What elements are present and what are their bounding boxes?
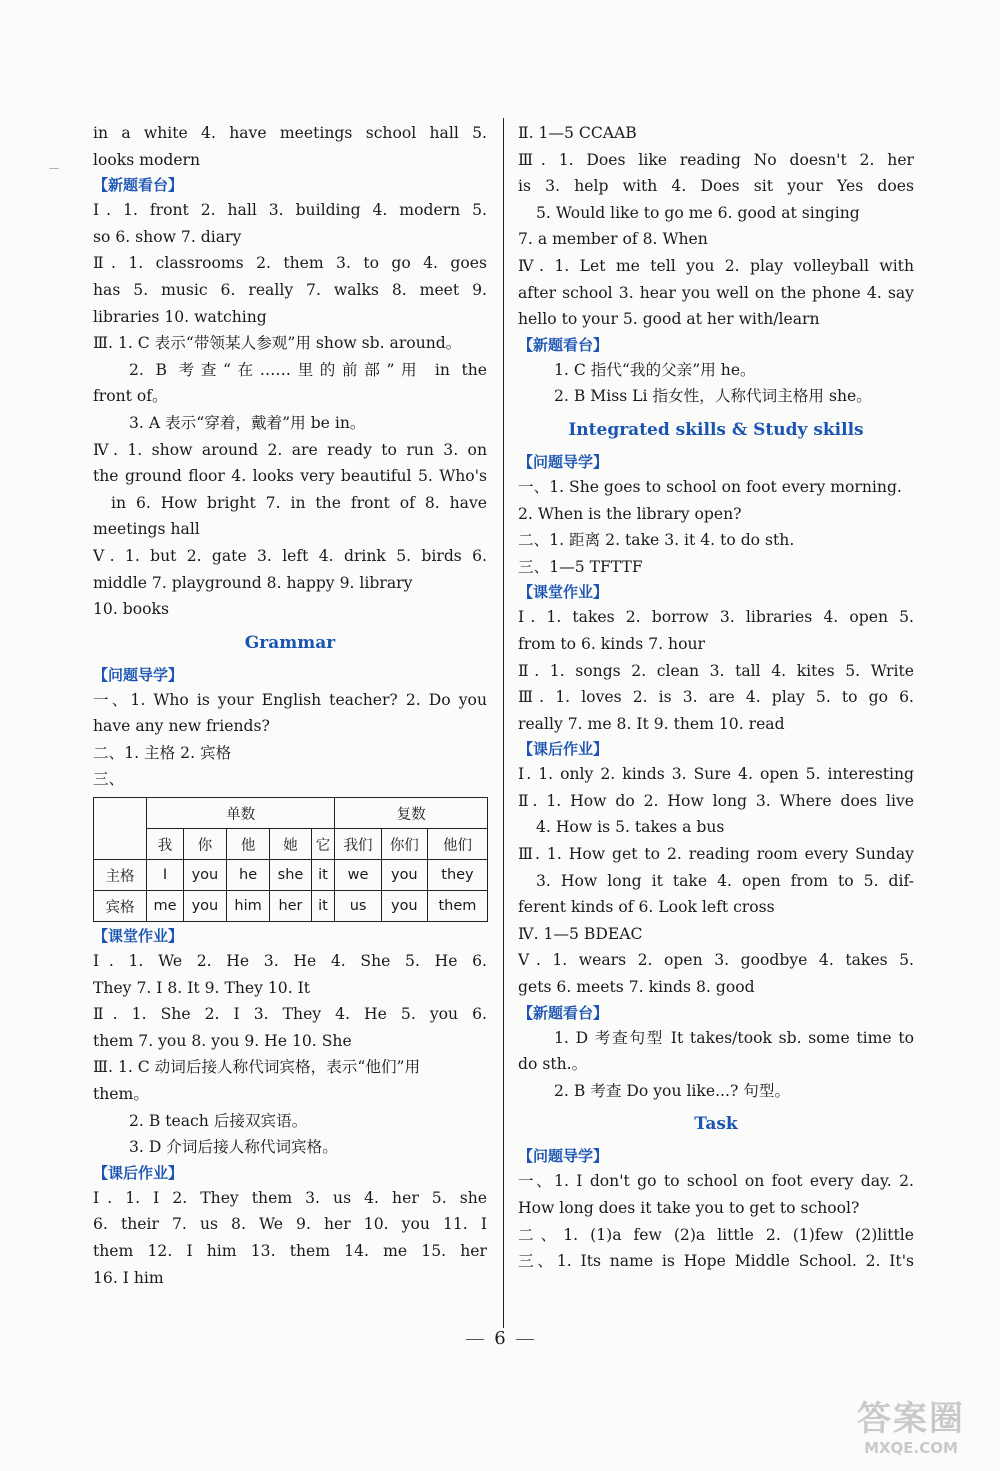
answer-line: 三、1—5 TFTTF — [518, 557, 643, 576]
answer-line: them。 — [93, 1085, 149, 1104]
answer-line: 6. their 7. us 8. We 9. her 10. you 11. I — [93, 1215, 487, 1234]
answer-line: Ⅱ. 1. songs 2. clean 3. tall 4. kites 5. Write — [518, 661, 914, 680]
answer-line: do sth.。 — [518, 1055, 588, 1074]
answer-line: 一、1. Who is your English teacher? 2. Do you — [93, 690, 487, 709]
answer-line: hello to your 5. good at her with/learn — [518, 310, 820, 329]
heading-integrated-skills: Integrated skills & Study skills — [568, 419, 864, 440]
answer-line: in 6. How bright 7. in the front of 8. have — [111, 493, 487, 512]
heading-grammar: Grammar — [244, 632, 336, 653]
table-row — [94, 891, 488, 922]
group-singular: 单数 — [147, 798, 335, 829]
table-cell: you — [381, 860, 427, 891]
table-row — [94, 860, 488, 891]
answer-line: Ⅰ. 1. takes 2. borrow 3. libraries 4. open 5. — [518, 608, 914, 627]
answer-line: 4. How is 5. takes a bus — [536, 818, 725, 837]
watermark-url: MXQE.COM — [864, 1439, 958, 1457]
answer-line: gets 6. meets 7. kinds 8. good — [518, 978, 755, 997]
answer-line: in a white 4. have meetings school hall 5. — [93, 124, 487, 142]
answer-line: middle 7. playground 8. happy 9. library — [93, 573, 413, 592]
header-cell: 我们 — [335, 829, 381, 860]
table-cell: me — [147, 891, 184, 922]
answer-line: Ⅰ. 1. front 2. hall 3. building 4. modern 5. — [93, 201, 487, 220]
section-tag-ketang: 【课堂作业】 — [518, 583, 609, 602]
header-cell: 她 — [270, 829, 311, 860]
answer-line: 3. D 介词后接人称代词宾格。 — [129, 1138, 338, 1157]
header-cell: 他们 — [427, 829, 487, 860]
page-number — [0, 1328, 1000, 1349]
header-cell: 他 — [226, 829, 270, 860]
section-tag-ketang: 【课堂作业】 — [93, 927, 184, 946]
answer-line: 一、1. I don't go to school on foot every day. 2. — [518, 1172, 914, 1191]
margin-dot: — — [49, 163, 59, 174]
answer-line: 二、1. 主格 2. 宾格 — [93, 743, 232, 762]
table-cell: us — [335, 891, 381, 922]
answer-line: 2. When is the library open? — [518, 504, 742, 523]
watermark-logo — [836, 1399, 986, 1461]
section-tag-kehou: 【课后作业】 — [518, 740, 609, 759]
section-tag-kehou: 【课后作业】 — [93, 1163, 184, 1182]
answer-line: 16. I him — [93, 1268, 164, 1287]
answer-line: after school 3. hear you well on the phone 4. say — [518, 283, 914, 302]
answer-line: Ⅰ. 1. We 2. He 3. He 4. She 5. He 6. — [93, 952, 487, 971]
page-number-text: 6 — [494, 1328, 506, 1349]
header-cell: 我 — [147, 829, 184, 860]
answer-line: Ⅲ. 1. loves 2. is 3. are 4. play 5. to go 6. — [518, 688, 914, 707]
answer-line: How long does it take you to get to school? — [518, 1199, 860, 1217]
answer-line: so 6. show 7. diary — [93, 227, 242, 246]
answer-line: 1. C 指代“我的父亲”用 he。 — [554, 360, 756, 379]
answer-line: 7. a member of 8. When — [518, 230, 708, 249]
section-tag-xinti: 【新题看台】 — [518, 1003, 609, 1022]
page-dash — [466, 1339, 484, 1340]
answer-line: is 3. help with 4. Does sit your Yes does — [518, 177, 914, 196]
heading-task: Task — [694, 1114, 738, 1135]
right-column — [518, 120, 914, 1275]
answer-line: They 7. I 8. It 9. They 10. It — [93, 978, 311, 997]
answer-line: 2. B teach 后接双宾语。 — [129, 1111, 308, 1130]
table-cell: we — [335, 860, 381, 891]
answer-line: have any new friends? — [93, 717, 270, 736]
table-cell: it — [311, 891, 335, 922]
column-divider — [503, 118, 504, 1328]
answer-line: 二、1. (1)a few (2)a little 2. (1)few (2)little — [518, 1225, 914, 1244]
header-cell: 你 — [184, 829, 227, 860]
answer-line: looks modern — [93, 150, 201, 169]
answer-line: Ⅲ. 1. Does like reading No doesn't 2. her — [518, 150, 914, 169]
answer-line: Ⅳ. 1—5 BDEAC — [518, 924, 643, 943]
section-tag-xinti: 【新题看台】 — [518, 335, 609, 354]
answer-line: 三、 — [93, 770, 125, 789]
answer-line: 一、1. She goes to school on foot every morning. — [518, 477, 902, 496]
answer-line: Ⅱ. 1. She 2. I 3. They 4. He 5. you 6. — [93, 1005, 487, 1024]
answer-line: 三、1. Its name is Hope Middle School. 2. It's — [518, 1252, 914, 1271]
row-label: 宾格 — [94, 891, 147, 922]
table-corner — [94, 798, 147, 860]
answer-line: Ⅴ. 1. but 2. gate 3. left 4. drink 5. birds 6. — [93, 546, 487, 565]
watermark-title: 答案圈 — [857, 1399, 965, 1439]
answer-line: has 5. music 6. really 7. walks 8. meet 9. — [93, 280, 487, 299]
table-cell: she — [270, 860, 311, 891]
row-label: 主格 — [94, 860, 147, 891]
answer-line: Ⅰ. 1. I 2. They them 3. us 4. her 5. she — [93, 1188, 487, 1207]
header-cell: 你们 — [381, 829, 427, 860]
answer-line: 2. B Miss Li 指女性，人称代词主格用 she。 — [554, 387, 872, 406]
table-cell: I — [147, 860, 184, 891]
table-cell: him — [226, 891, 270, 922]
answer-line: Ⅴ. 1. wears 2. open 3. goodbye 4. takes 5. — [518, 951, 914, 970]
section-tag-wenti: 【问题导学】 — [93, 665, 184, 684]
answer-line: Ⅱ. 1—5 CCAAB — [518, 124, 637, 142]
answer-line: Ⅳ. 1. show around 2. are ready to run 3. on — [93, 440, 487, 459]
answer-line: Ⅳ. 1. Let me tell you 2. play volleyball with — [518, 256, 914, 275]
answer-line: the ground floor 4. looks very beautiful 5. Who's — [93, 467, 487, 486]
table-cell: you — [184, 860, 227, 891]
table-cell: it — [311, 860, 335, 891]
page-dash — [516, 1339, 534, 1340]
pronoun-table — [93, 797, 488, 922]
answer-line: Ⅱ. 1. classrooms 2. them 3. to go 4. goes — [93, 254, 487, 273]
answer-line: 5. Would like to go me 6. good at singing — [536, 203, 860, 222]
table-cell: they — [427, 860, 487, 891]
answer-line: ferent kinds of 6. Look left cross — [518, 898, 775, 917]
section-tag-wenti: 【问题导学】 — [518, 1147, 609, 1166]
answer-line: them 7. you 8. you 9. He 10. She — [93, 1031, 352, 1050]
answer-line: meetings hall — [93, 520, 200, 539]
answer-line: 2. B 考查“在……里的前部”用 in the — [129, 360, 487, 379]
section-tag-wenti: 【问题导学】 — [518, 452, 609, 471]
answer-line: Ⅲ. 1. C 动词后接人称代词宾格，表示“他们”用 — [93, 1058, 421, 1077]
header-cell: 它 — [311, 829, 335, 860]
table-cell: them — [427, 891, 487, 922]
answer-line: front of。 — [93, 387, 168, 406]
left-column — [93, 120, 487, 1291]
answer-line: 10. books — [93, 600, 169, 619]
answer-line: libraries 10. watching — [93, 307, 267, 326]
table-cell: her — [270, 891, 311, 922]
answer-line: really 7. me 8. It 9. them 10. read — [518, 714, 785, 733]
answer-line: Ⅱ. 1. How do 2. How long 3. Where does live — [518, 791, 914, 810]
answer-line: from to 6. kinds 7. hour — [518, 634, 705, 653]
answer-line: 二、1. 距离 2. take 3. it 4. to do sth. — [518, 531, 795, 550]
group-plural: 复数 — [335, 798, 488, 829]
answer-line: 3. A 表示“穿着，戴着”用 be in。 — [129, 413, 366, 432]
section-tag-xinti: 【新题看台】 — [93, 176, 184, 195]
table-cell: you — [184, 891, 227, 922]
answer-line: Ⅰ. 1. only 2. kinds 3. Sure 4. open 5. interesting — [518, 765, 914, 784]
table-cell: you — [381, 891, 427, 922]
answer-line: 3. How long it take 4. open from to 5. dif- — [536, 871, 914, 890]
table-cell: he — [226, 860, 270, 891]
answer-line: Ⅲ. 1. C 表示“带领某人参观”用 show sb. around。 — [93, 334, 462, 353]
answer-line: 2. B 考查 Do you like...? 句型。 — [554, 1081, 791, 1100]
answer-line: them 12. I him 13. them 14. me 15. her — [93, 1242, 487, 1260]
answer-line: 1. D 考查句型 It takes/took sb. some time to — [554, 1028, 914, 1047]
answer-line: Ⅲ. 1. How get to 2. reading room every Sunday — [518, 845, 914, 864]
